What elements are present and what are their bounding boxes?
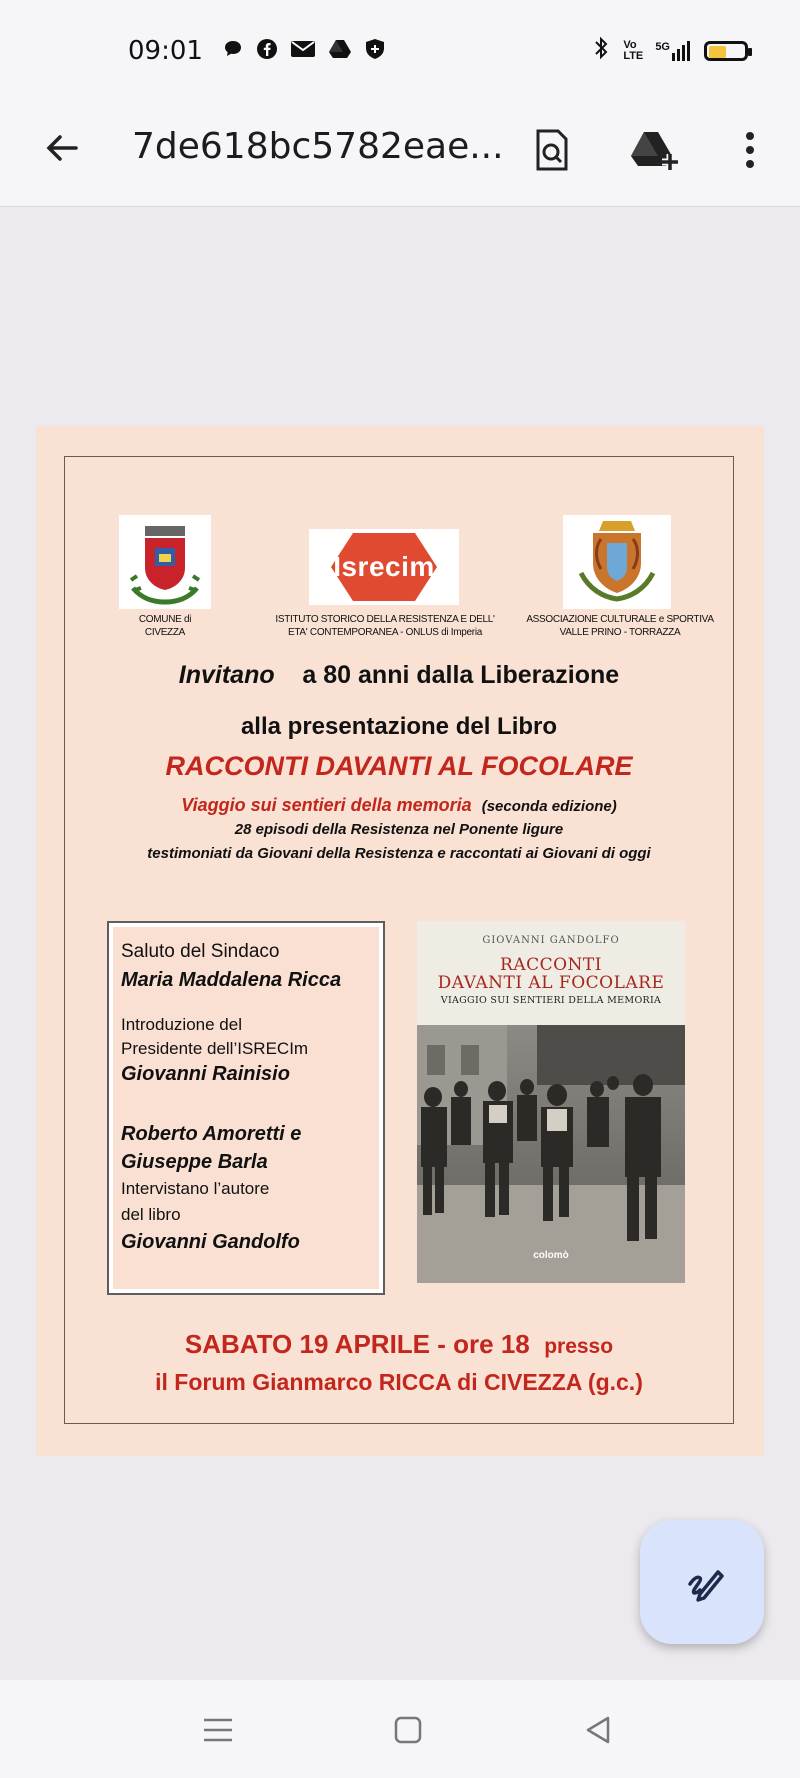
cover-photo [417, 1025, 685, 1283]
right-caption-line: VALLE PRINO - TORRAZZA [559, 627, 681, 638]
add-to-drive-icon[interactable] [630, 124, 682, 176]
venue-line: il Forum Gianmarco RICCA di CIVEZZA (g.c.) [155, 1369, 643, 1395]
document-title: 7de618bc5782eae... [132, 126, 504, 167]
battery-icon [704, 41, 748, 61]
left-caption-line: COMUNE di [138, 614, 192, 625]
facebook-icon [256, 38, 278, 66]
cover-author: GIOVANNI GANDOLFO [482, 935, 620, 946]
right-caption-line: ASSOCIAZIONE CULTURALE e SPORTIVA [526, 614, 714, 625]
author-name: Giovanni Gandolfo [121, 1231, 300, 1253]
shield-icon [364, 38, 386, 66]
intro-text-2: Presidente dell’ISRECIm [121, 1039, 309, 1058]
isrecim-logo-text: Isrecim [333, 551, 435, 582]
mail-icon [290, 38, 316, 66]
presentation-line: alla presentazione del Libro [240, 713, 558, 740]
subtitle-line [65, 795, 733, 816]
back-arrow-icon[interactable] [36, 122, 88, 174]
annotate-fab[interactable] [640, 1520, 764, 1644]
right-logo-caption [515, 613, 725, 639]
app-toolbar [0, 100, 800, 207]
center-logo-caption [265, 613, 505, 639]
episodes-line: 28 episodi della Resistenza nel Ponente ligure [234, 821, 564, 838]
signal-icon [655, 41, 690, 61]
pen-squiggle-icon [676, 1556, 728, 1608]
invite-word: Invitano [178, 661, 275, 689]
more-vert-icon[interactable] [724, 124, 776, 176]
testimony-line: testimoniati da Giovani della Resistenza e raccontati ai Giovani di oggi [147, 845, 651, 862]
back-nav-icon[interactable] [578, 1710, 618, 1750]
volte-label: Vo LTE [623, 39, 644, 62]
system-nav-bar [0, 1680, 800, 1778]
left-logo-caption [105, 613, 225, 639]
book-cover-image [417, 921, 685, 1283]
book-subtitle: Viaggio sui sentieri della memoria [181, 795, 472, 815]
battery-fill [709, 46, 726, 58]
notification-icons [222, 38, 386, 66]
edition-label: (seconda edizione) [481, 798, 617, 815]
intro-text-1: Introduzione del [121, 1015, 242, 1034]
recent-apps-icon[interactable] [198, 1710, 238, 1750]
document-page [36, 426, 764, 1456]
mayor-name: Maria Maddalena Ricca [121, 969, 342, 991]
interviewer-2: Giuseppe Barla [121, 1151, 268, 1173]
event-date: SABATO 19 APRILE - ore 18 [184, 1329, 530, 1359]
interview-text-1: Intervistano l’autore [121, 1179, 270, 1198]
invite-rest: a 80 anni dalla Liberazione [302, 661, 620, 689]
center-caption-line: ETA' CONTEMPORANEA - ONLUS di Imperia [288, 627, 482, 638]
presso-label: presso [544, 1335, 614, 1358]
program-box [107, 921, 385, 1295]
isrecim-logo [309, 529, 459, 605]
status-right [593, 36, 748, 66]
poster-frame [64, 456, 734, 1424]
greeting-text: Saluto del Sindaco [121, 941, 280, 962]
program-content [113, 927, 379, 1289]
drive-icon [328, 38, 352, 66]
cover-title-3: VIAGGIO SUI SENTIERI DELLA MEMORIA [440, 995, 662, 1006]
network-label: 5G [655, 41, 670, 53]
interviewer-1: Roberto Amoretti e [121, 1123, 302, 1145]
date-line [65, 1329, 733, 1360]
chat-bubble-icon [222, 38, 244, 66]
bluetooth-icon [593, 36, 609, 66]
left-caption-line: CIVEZZA [144, 627, 186, 638]
status-time: 09:01 [128, 36, 203, 66]
cover-title-2: DAVANTI AL FOCOLARE [437, 973, 665, 993]
status-bar [0, 0, 800, 100]
center-caption-line: ISTITUTO STORICO DELLA RESISTENZA E DELL' [275, 614, 495, 625]
home-icon[interactable] [388, 1710, 428, 1750]
invite-line [65, 661, 733, 690]
cover-publisher: colomò [533, 1250, 569, 1261]
search-document-icon[interactable] [526, 124, 578, 176]
valle-prino-crest-logo [563, 515, 671, 609]
president-name: Giovanni Rainisio [121, 1063, 290, 1085]
cover-title-1: RACCONTI [500, 955, 602, 975]
civezza-crest-logo [119, 515, 211, 609]
book-title: RACCONTI DAVANTI AL FOCOLARE [165, 751, 633, 781]
interview-text-2: del libro [121, 1205, 181, 1224]
